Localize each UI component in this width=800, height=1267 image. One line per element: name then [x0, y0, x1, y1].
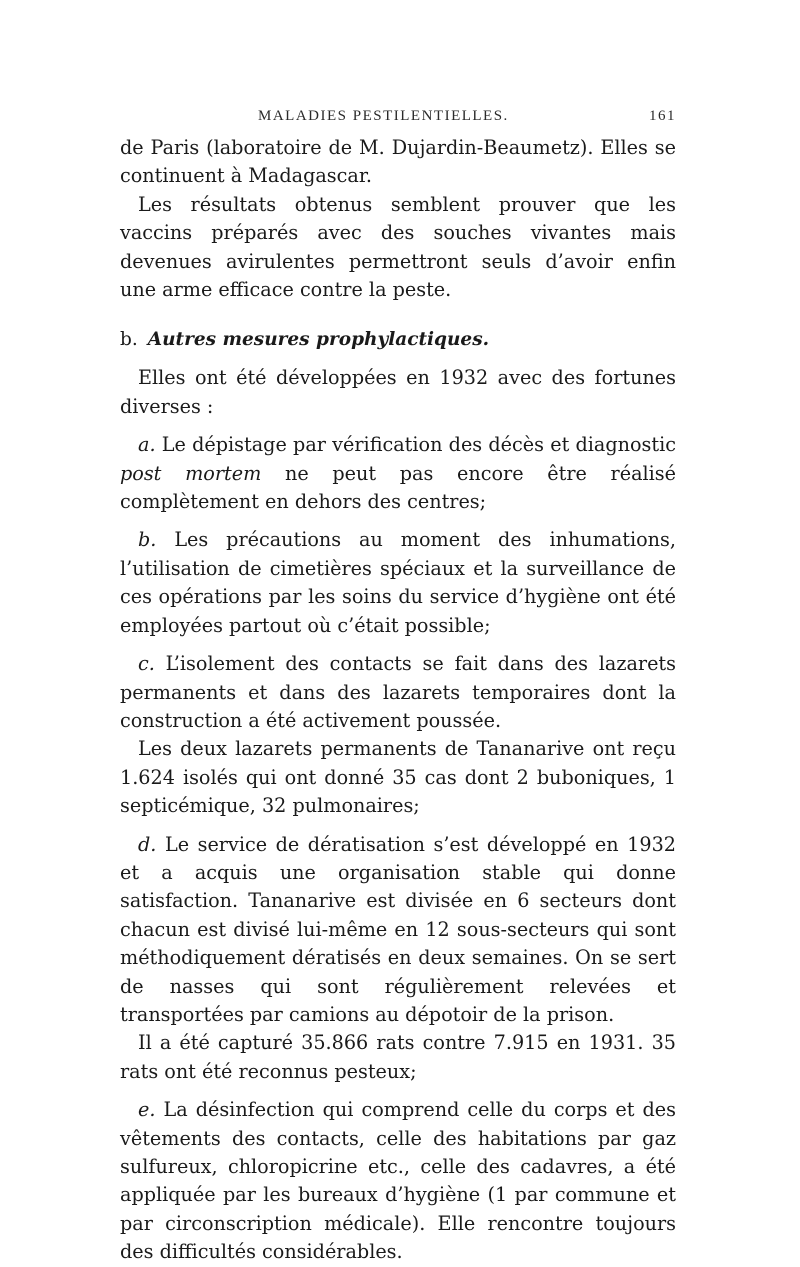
- item-c-followup: Les deux lazarets permanents de Tananarive ont reçu 1.624 isolés qui ont donné 35 cas dont 2 buboniques, 1 septicémique, 32 pulmonaires;: [120, 737, 676, 818]
- item-d-text: Le service de dératisation s’est développé en 1932 et a acquis une organisation stable qui donne satisfaction. Tananarive est divisée en 6 secteurs dont chacun est divisé lui-même en 12 sous-secteurs qui sont méthodiquement dératisés en deux semaines. On se sert de nasses qui sont régulièrement relevées et transportées par camions au dépotoir de la prison.: [120, 832, 676, 1026]
- item-b-text: Les précautions au moment des inhumations, l’utilisation de cimetières spéciaux et la surveillance de ces opérations par les soins du service d’hygiène ont été employées partout où c’était possible;: [120, 528, 676, 637]
- item-c-text: L’isolement des contacts se fait dans des lazarets permanents et dans des lazarets temporaires dont la construction a été activement poussée.: [120, 652, 676, 732]
- paragraph-continuation: de Paris (laboratoire de M. Dujardin-Beaumetz). Elles se continuent à Madagascar.: [120, 136, 676, 188]
- subheading-title: Autres mesures prophylactiques.: [147, 329, 490, 351]
- paragraph-results: Les résultats obtenus semblent prouver que les vaccins préparés avec des souches vivantes mais devenues avirulentes permettront seuls d’avoir enfin une arme efficace contre la peste.: [120, 192, 676, 302]
- item-c: [120, 650, 676, 735]
- subheading-letter: b.: [120, 329, 138, 351]
- item-a-letter: a.: [138, 433, 156, 457]
- item-e-text: La désinfection qui comprend celle du corps et des vêtements des contacts, celle des habitations par gaz sulfureux, chloropicrine etc., celle des cadavres, a été appliquée par les bureaux d’hygiène (1 par commune et par circonscription médicale). Elle rencontre toujours des difficultés considérables.: [120, 1098, 676, 1264]
- item-a-italic: post mortem: [120, 461, 262, 485]
- item-c-letter: c.: [138, 652, 155, 676]
- item-d-followup: Il a été capturé 35.866 rats contre 7.915 en 1931. 35 rats ont été reconnus pesteux;: [120, 1031, 676, 1083]
- paragraph-intro: Elles ont été développées en 1932 avec des fortunes diverses :: [120, 366, 676, 418]
- book-page: [120, 108, 676, 1267]
- item-b-letter: b.: [138, 528, 157, 552]
- item-a: [120, 431, 676, 516]
- section-subheading: [120, 326, 676, 354]
- item-a-text-2: ne peut pas encore être réalisé complètement en dehors des centres;: [120, 461, 676, 514]
- item-e-letter: e.: [138, 1098, 156, 1122]
- page-number: 161: [649, 108, 676, 124]
- item-a-text-1: Le dépistage par vérification des décès et diagnostic: [161, 433, 677, 457]
- running-title: MALADIES PESTILENTIELLES.: [258, 108, 509, 124]
- item-e: [120, 1096, 676, 1266]
- item-b: [120, 526, 676, 640]
- item-d: [120, 831, 676, 1030]
- running-head: [120, 108, 676, 134]
- item-d-letter: d.: [138, 832, 157, 856]
